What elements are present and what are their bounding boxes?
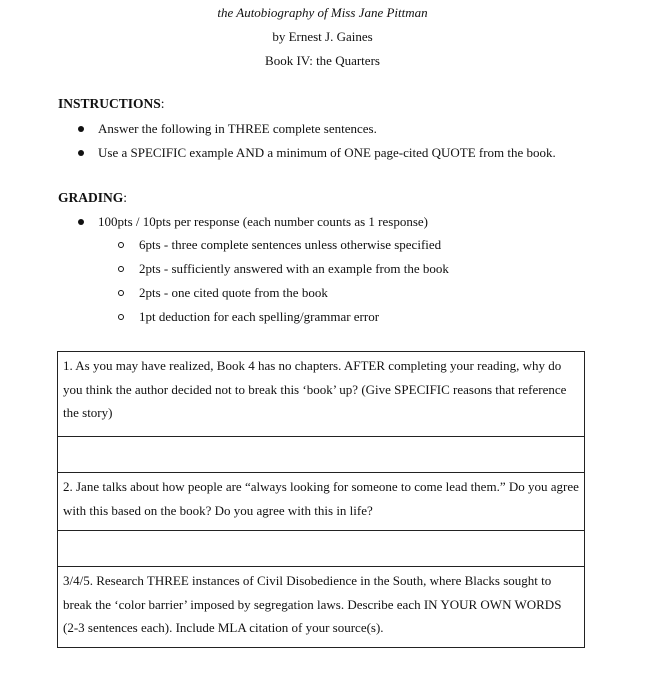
- instructions-item: [78, 120, 556, 144]
- grading-item: [78, 213, 428, 237]
- grading-heading-label: GRADING: [58, 190, 124, 205]
- bullet-icon: [78, 150, 84, 156]
- answer-2-cell[interactable]: [58, 531, 585, 567]
- grading-sub-item-text: 2pts - one cited quote from the book: [139, 285, 328, 300]
- hollow-bullet-icon: [118, 266, 124, 272]
- grading-sub-item: [118, 308, 449, 332]
- hollow-bullet-icon: [118, 290, 124, 296]
- instructions-heading-colon: :: [160, 96, 165, 111]
- document-book-section: Book IV: the Quarters: [265, 53, 380, 68]
- grading-sub-item: [118, 236, 449, 260]
- grading-sub-item-text: 2pts - sufficiently answered with an example from the book: [139, 261, 449, 276]
- question-3-cell: 3/4/5. Research THREE instances of Civil Disobedience in the South, where Blacks sought to break the ‘color barrier’ imposed by segregation laws. Describe each IN YOUR OWN WORDS (2-3 sentences each). Include MLA citation of your source(s).: [58, 567, 585, 648]
- grading-heading-colon: :: [123, 190, 128, 205]
- bullet-icon: [78, 126, 84, 132]
- document-author: by Ernest J. Gaines: [272, 29, 373, 44]
- grading-heading: [58, 190, 127, 206]
- document-title: the Autobiography of Miss Jane Pittman: [217, 5, 428, 20]
- grading-list: [78, 213, 428, 237]
- grading-sub-item: [118, 260, 449, 284]
- grading-sub-item-text: 1pt deduction for each spelling/grammar error: [139, 309, 380, 324]
- instructions-heading-label: INSTRUCTIONS: [58, 96, 161, 111]
- grading-sub-item: [118, 284, 449, 308]
- instructions-item: [78, 144, 556, 168]
- answer-1-cell[interactable]: [58, 437, 585, 473]
- grading-sub-list: [118, 236, 449, 332]
- hollow-bullet-icon: [118, 314, 124, 320]
- instructions-item-text: Use a SPECIFIC example AND a minimum of ONE page-cited QUOTE from the book.: [98, 145, 556, 160]
- question-row: [58, 567, 585, 648]
- question-1-cell: 1. As you may have realized, Book 4 has no chapters. AFTER completing your reading, why do you think the author decided not to break this ‘book’ up? (Give SPECIFIC reasons that reference the story): [58, 352, 585, 437]
- question-2-cell: 2. Jane talks about how people are “always looking for someone to come lead them.” Do you agree with this based on the book? Do you agree with this in life?: [58, 473, 585, 531]
- instructions-heading: [58, 96, 165, 112]
- grading-sub-item-text: 6pts - three complete sentences unless otherwise specified: [139, 237, 442, 252]
- questions-table: [57, 351, 585, 648]
- question-row: [58, 352, 585, 437]
- instructions-list: [78, 120, 556, 168]
- answer-row: [58, 437, 585, 473]
- hollow-bullet-icon: [118, 242, 124, 248]
- grading-item-text: 100pts / 10pts per response (each number counts as 1 response): [98, 214, 428, 229]
- instructions-item-text: Answer the following in THREE complete sentences.: [98, 121, 377, 136]
- question-row: [58, 473, 585, 531]
- bullet-icon: [78, 219, 84, 225]
- answer-row: [58, 531, 585, 567]
